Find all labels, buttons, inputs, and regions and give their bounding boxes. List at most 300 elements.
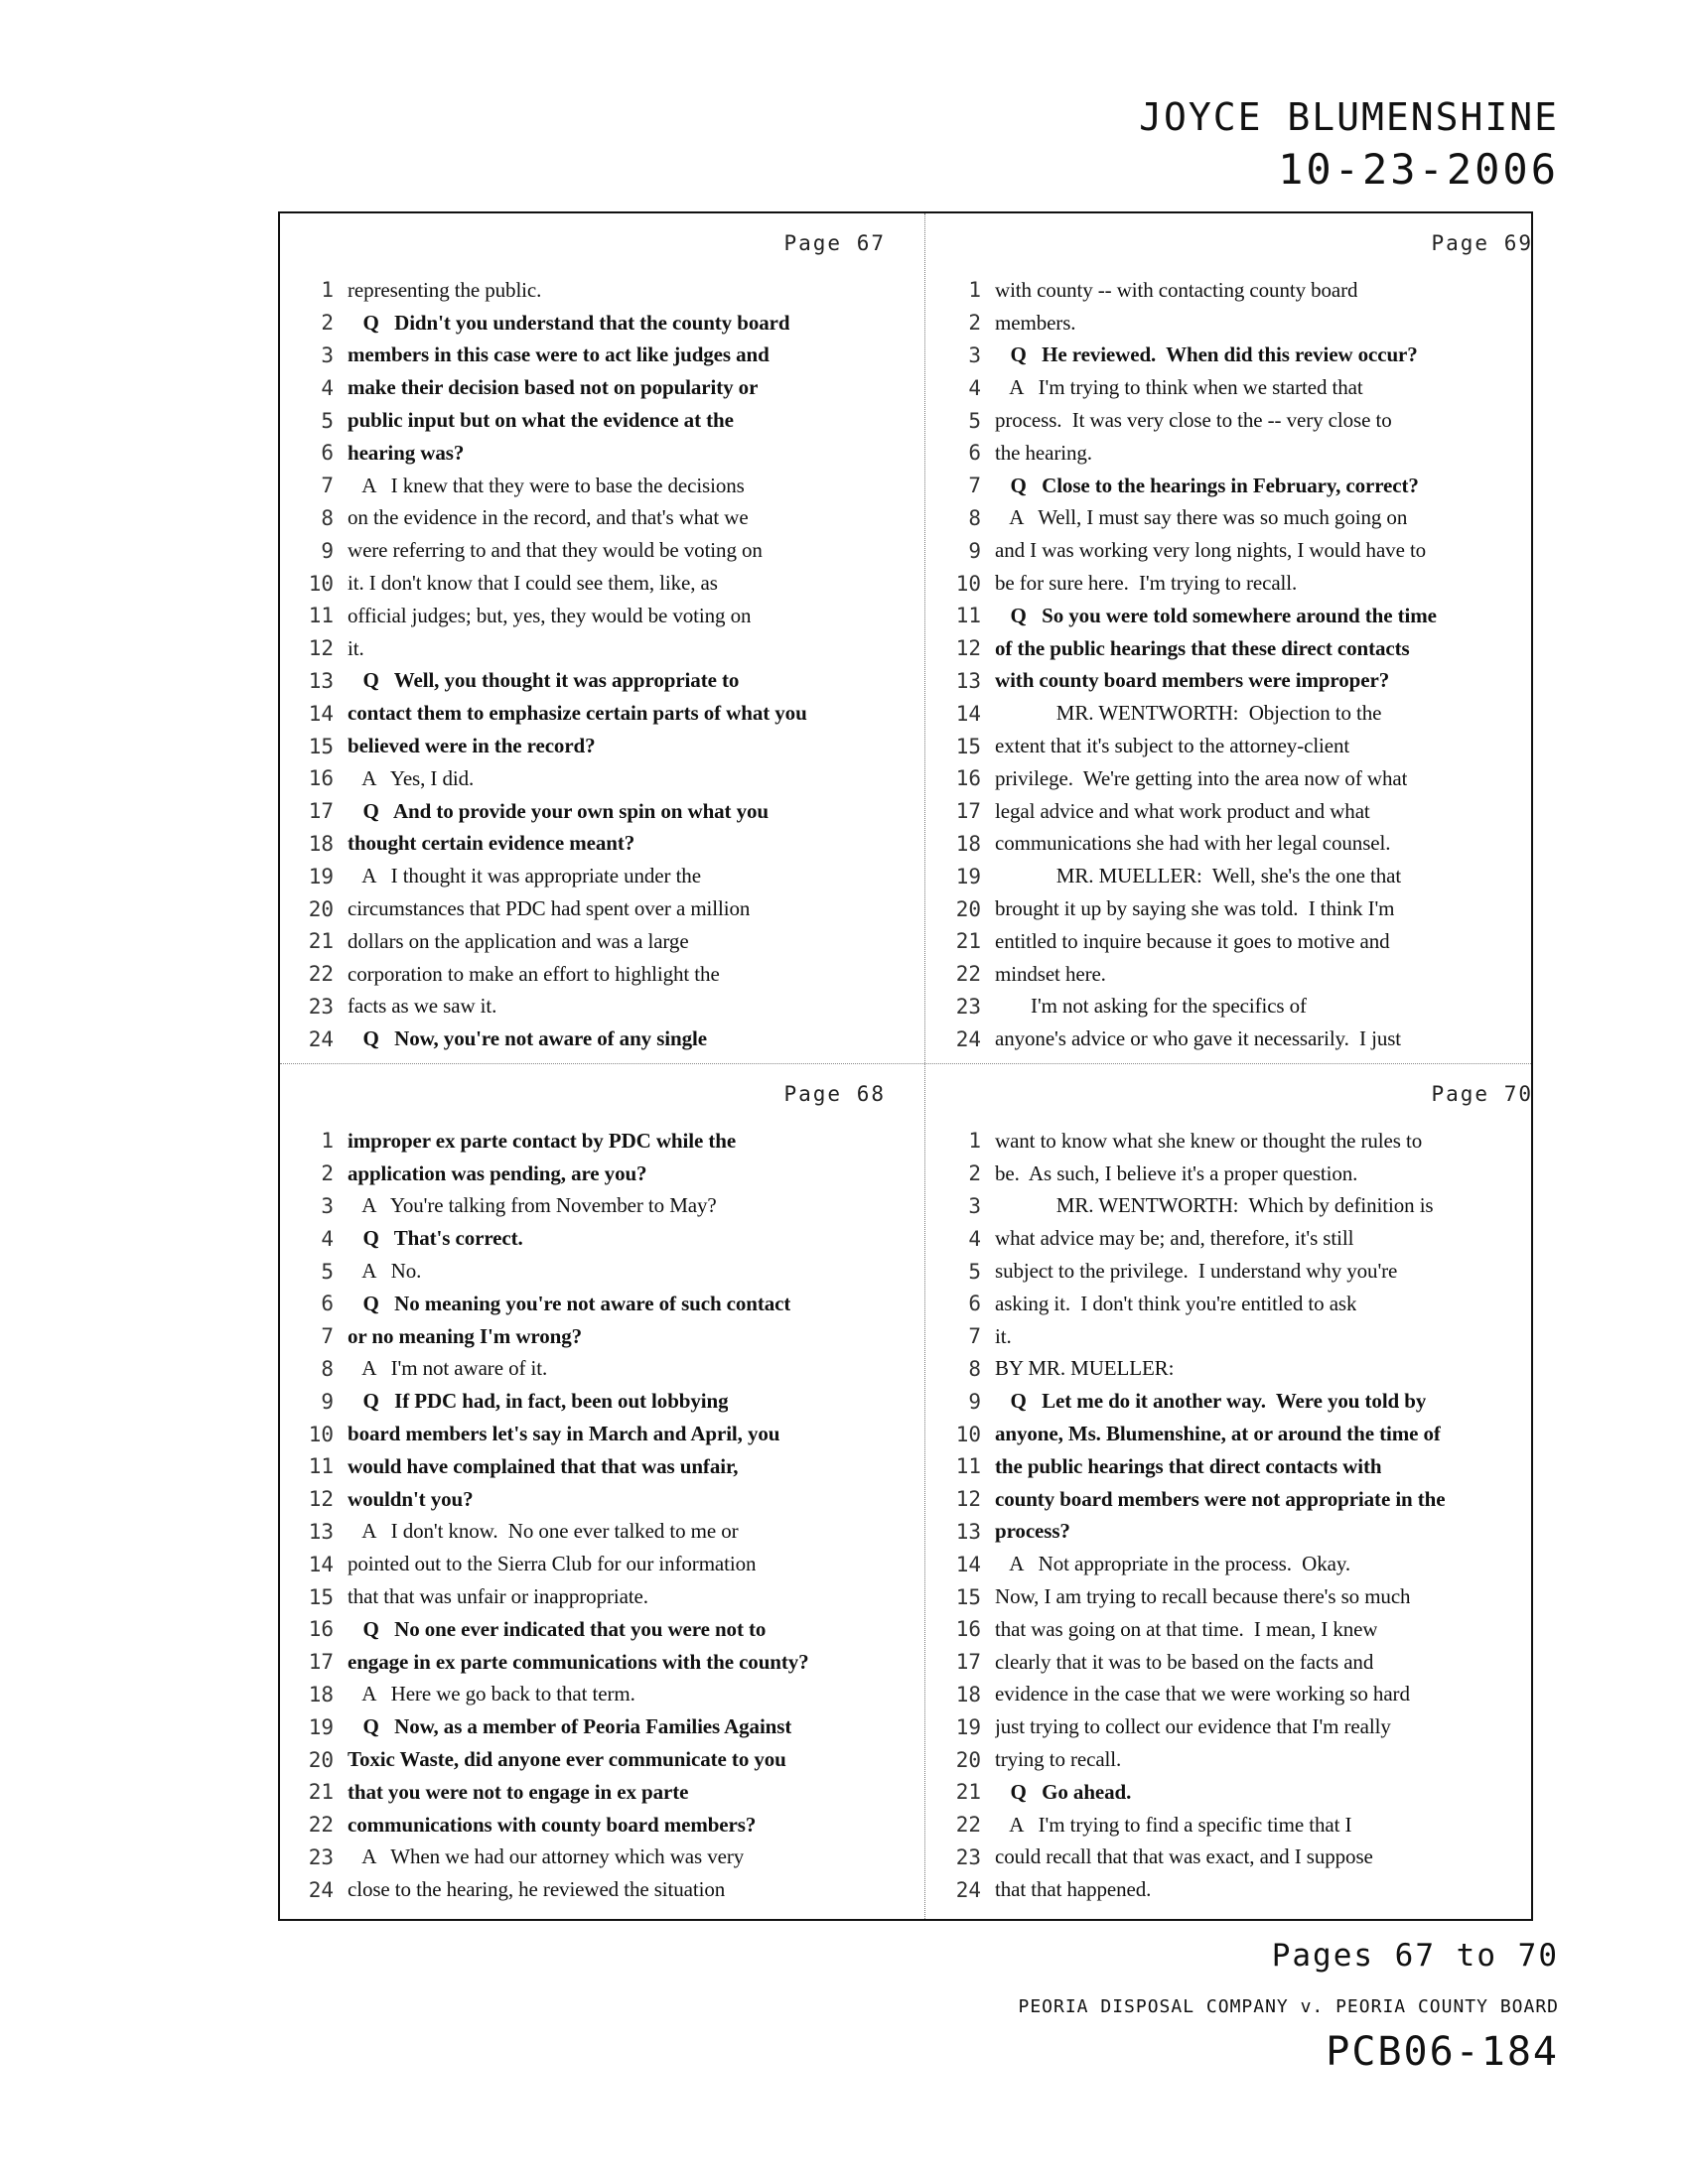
line-number: 11 — [308, 1454, 334, 1479]
transcript-line — [288, 1222, 904, 1255]
line-text: brought it up by saying she was told. I think I'm — [995, 896, 1395, 921]
transcript-line — [288, 1613, 904, 1646]
line-number: 24 — [308, 1877, 334, 1902]
line-number: 19 — [955, 864, 981, 888]
case-number: PCB06-184 — [1326, 2029, 1559, 2075]
line-number: 15 — [955, 1584, 981, 1609]
transcript-line — [935, 1613, 1551, 1646]
line-number: 20 — [955, 896, 981, 921]
transcript-line — [288, 534, 904, 567]
line-number: 4 — [968, 375, 981, 400]
transcript-line — [288, 1646, 904, 1679]
line-text: board members let's say in March and April, you — [348, 1422, 780, 1446]
transcript-line — [935, 1158, 1551, 1190]
line-text: dollars on the application and was a large — [348, 928, 689, 953]
line-text: the hearing. — [995, 440, 1092, 465]
line-text: A I thought it was appropriate under the — [348, 864, 701, 888]
line-text: that you were not to engage in ex parte — [348, 1779, 689, 1804]
line-number: 11 — [955, 1454, 981, 1479]
transcript-line — [288, 1353, 904, 1386]
line-text: A I'm trying to find a specific time that I — [995, 1812, 1352, 1837]
line-text: be for sure here. I'm trying to recall. — [995, 571, 1298, 596]
line-number: 5 — [321, 408, 334, 433]
transcript-line — [288, 1710, 904, 1743]
page-number-label: Page 68 — [783, 1082, 886, 1106]
transcript-line — [288, 437, 904, 470]
line-number: 3 — [968, 342, 981, 367]
line-text: believed were in the record? — [348, 734, 596, 758]
transcript-line — [935, 567, 1551, 600]
line-number: 7 — [321, 1324, 334, 1349]
transcript-line — [935, 1548, 1551, 1580]
transcript-line — [288, 958, 904, 991]
page-number-label: Page 70 — [1431, 1082, 1533, 1106]
line-number: 19 — [955, 1714, 981, 1739]
line-text: the public hearings that direct contacts with — [995, 1453, 1382, 1478]
transcript-line — [935, 1190, 1551, 1223]
line-text: it. I don't know that I could see them, like, as — [348, 571, 718, 596]
line-number: 12 — [308, 636, 334, 661]
line-number: 22 — [955, 962, 981, 987]
line-number: 11 — [308, 604, 334, 628]
line-text: BY MR. MUELLER: — [995, 1356, 1175, 1381]
transcript-line — [935, 371, 1551, 404]
line-text: public input but on what the evidence at the — [348, 408, 734, 433]
line-number: 18 — [955, 831, 981, 856]
transcript-line — [935, 1873, 1551, 1906]
transcript-line — [935, 1418, 1551, 1450]
line-text: subject to the privilege. I understand why you're — [995, 1259, 1398, 1284]
line-text: process. It was very close to the -- very close to — [995, 408, 1392, 433]
line-number: 5 — [968, 408, 981, 433]
line-number: 23 — [955, 1844, 981, 1869]
transcript-line — [935, 1222, 1551, 1255]
line-number: 16 — [955, 1617, 981, 1642]
line-number: 24 — [955, 1877, 981, 1902]
line-text: circumstances that PDC had spent over a million — [348, 896, 751, 921]
line-number: 2 — [968, 311, 981, 336]
transcript-line — [288, 371, 904, 404]
line-text: Q He reviewed. When did this review occur? — [995, 342, 1418, 367]
transcript-line — [288, 1548, 904, 1580]
transcript-line — [288, 1580, 904, 1613]
line-text: make their decision based not on popularity or — [348, 375, 759, 400]
line-number: 24 — [308, 1026, 334, 1051]
line-text: it. — [348, 635, 364, 660]
line-number: 13 — [955, 1519, 981, 1544]
line-text: that was going on at that time. I mean, I knew — [995, 1616, 1378, 1641]
transcript-line — [935, 1023, 1551, 1055]
line-number: 19 — [308, 1714, 334, 1739]
line-text: Q And to provide your own spin on what you — [348, 798, 769, 823]
line-text: A I'm trying to think when we started that — [995, 375, 1363, 400]
line-text: it. — [995, 1323, 1012, 1348]
line-number: 23 — [955, 994, 981, 1019]
line-text: corporation to make an effort to highlight the — [348, 961, 720, 986]
line-number: 13 — [308, 668, 334, 693]
line-number: 6 — [321, 441, 334, 466]
line-text: Q If PDC had, in fact, been out lobbying — [348, 1389, 729, 1414]
transcript-lines — [935, 1125, 1551, 1906]
line-number: 22 — [308, 1813, 334, 1838]
line-text: representing the public. — [348, 277, 542, 302]
line-number: 9 — [321, 1389, 334, 1414]
transcript-line — [288, 925, 904, 958]
transcript-line — [288, 892, 904, 925]
line-number: 4 — [321, 375, 334, 400]
line-text: could recall that that was exact, and I suppose — [995, 1844, 1373, 1869]
line-text: contact them to emphasize certain parts of what you — [348, 701, 807, 726]
line-text: Q That's correct. — [348, 1226, 523, 1251]
transcript-line — [935, 1450, 1551, 1483]
line-number: 4 — [321, 1226, 334, 1251]
line-number: 16 — [955, 766, 981, 791]
line-text: thought certain evidence meant? — [348, 831, 635, 856]
transcript-line — [935, 1809, 1551, 1842]
line-number: 1 — [321, 278, 334, 303]
line-text: be. As such, I believe it's a proper question. — [995, 1160, 1358, 1185]
line-text: anyone's advice or who gave it necessarily. I just — [995, 1026, 1402, 1051]
line-number: 11 — [955, 604, 981, 628]
line-number: 18 — [955, 1682, 981, 1706]
transcript-line — [935, 697, 1551, 730]
line-number: 20 — [955, 1747, 981, 1772]
line-text: I'm not asking for the specifics of — [995, 994, 1307, 1019]
line-number: 10 — [308, 571, 334, 596]
line-text: with county -- with contacting county board — [995, 277, 1358, 302]
line-text: A I'm not aware of it. — [348, 1356, 548, 1381]
line-number: 13 — [955, 668, 981, 693]
transcript-line — [288, 1418, 904, 1450]
line-number: 2 — [321, 311, 334, 336]
line-number: 8 — [321, 505, 334, 530]
line-text: Q Well, you thought it was appropriate to — [348, 668, 740, 693]
line-number: 14 — [955, 1552, 981, 1576]
line-number: 20 — [308, 1747, 334, 1772]
line-number: 16 — [308, 766, 334, 791]
transcript-line — [288, 274, 904, 307]
line-number: 5 — [968, 1259, 981, 1284]
witness-name: JOYCE BLUMENSHINE — [1139, 95, 1559, 139]
transcript-line — [288, 1125, 904, 1158]
line-number: 7 — [321, 474, 334, 498]
transcript-line — [288, 1809, 904, 1842]
line-text: Q So you were told somewhere around the time — [995, 603, 1437, 627]
line-text: A Yes, I did. — [348, 765, 475, 790]
line-number: 3 — [321, 1193, 334, 1218]
transcript-line — [935, 534, 1551, 567]
transcript-line — [935, 762, 1551, 795]
line-text: hearing was? — [348, 440, 465, 465]
line-text: that that happened. — [995, 1877, 1152, 1902]
transcript-line — [935, 1516, 1551, 1549]
transcript-line — [288, 665, 904, 698]
transcript-line — [935, 632, 1551, 665]
transcript-line — [935, 795, 1551, 828]
line-text: A When we had our attorney which was very — [348, 1844, 745, 1869]
transcript-line — [288, 1873, 904, 1906]
line-number: 3 — [321, 342, 334, 367]
transcript-line — [288, 795, 904, 828]
line-number: 6 — [968, 1292, 981, 1316]
transcript-line — [288, 1255, 904, 1288]
transcript-line — [935, 991, 1551, 1024]
transcript-line — [288, 1320, 904, 1353]
line-number: 15 — [955, 734, 981, 758]
line-number: 8 — [968, 1356, 981, 1381]
transcript-line — [288, 697, 904, 730]
line-number: 21 — [308, 929, 334, 954]
line-text: improper ex parte contact by PDC while the — [348, 1128, 737, 1153]
transcript-line — [288, 632, 904, 665]
transcript-line — [935, 1679, 1551, 1711]
line-text: anyone, Ms. Blumenshine, at or around the time of — [995, 1422, 1441, 1446]
line-number: 7 — [968, 1324, 981, 1349]
transcript-line — [935, 1255, 1551, 1288]
transcript-line — [935, 1646, 1551, 1679]
line-number: 17 — [308, 799, 334, 824]
line-number: 22 — [955, 1813, 981, 1838]
line-number: 24 — [955, 1026, 981, 1051]
transcript-box — [278, 211, 1533, 1921]
line-number: 4 — [968, 1226, 981, 1251]
transcript-line — [288, 307, 904, 340]
line-text: entitled to inquire because it goes to motive and — [995, 928, 1390, 953]
line-number: 18 — [308, 831, 334, 856]
transcript-line — [935, 1320, 1551, 1353]
line-text: A Here we go back to that term. — [348, 1682, 635, 1706]
transcript-line — [288, 860, 904, 892]
line-text: wouldn't you? — [348, 1486, 474, 1511]
transcript-line — [288, 762, 904, 795]
line-text: A Not appropriate in the process. Okay. — [995, 1552, 1351, 1576]
line-text: engage in ex parte communications with the county? — [348, 1649, 809, 1674]
transcript-line — [288, 340, 904, 372]
transcript-line — [288, 1190, 904, 1223]
transcript-line — [935, 860, 1551, 892]
line-text: of the public hearings that these direct contacts — [995, 635, 1410, 660]
transcript-line — [935, 1580, 1551, 1613]
transcript-line — [935, 1710, 1551, 1743]
line-number: 14 — [308, 1552, 334, 1576]
line-number: 8 — [968, 505, 981, 530]
transcript-line — [288, 567, 904, 600]
line-text: process? — [995, 1519, 1070, 1544]
line-text: Now, I am trying to recall because there's so much — [995, 1584, 1411, 1609]
transcript-line — [288, 1483, 904, 1516]
line-text: what advice may be; and, therefore, it's still — [995, 1226, 1354, 1251]
line-text: Q Go ahead. — [995, 1779, 1132, 1804]
line-number: 18 — [308, 1682, 334, 1706]
transcript-line — [288, 1679, 904, 1711]
line-text: A You're talking from November to May? — [348, 1193, 717, 1218]
line-number: 9 — [968, 1389, 981, 1414]
line-text: communications she had with her legal counsel. — [995, 831, 1391, 856]
line-number: 2 — [968, 1161, 981, 1186]
transcript-line — [935, 1385, 1551, 1418]
line-number: 21 — [955, 1780, 981, 1805]
line-text: county board members were not appropriate in the — [995, 1486, 1446, 1511]
transcript-line — [935, 1288, 1551, 1320]
transcript-line — [288, 1023, 904, 1055]
line-number: 3 — [968, 1193, 981, 1218]
line-text: facts as we saw it. — [348, 994, 497, 1019]
line-number: 9 — [321, 538, 334, 563]
transcript-line — [935, 437, 1551, 470]
line-text: MR. MUELLER: Well, she's the one that — [995, 864, 1402, 888]
transcript-line — [288, 1450, 904, 1483]
line-number: 1 — [968, 278, 981, 303]
transcript-line — [935, 1483, 1551, 1516]
transcript-line — [935, 1743, 1551, 1776]
transcript-line — [935, 600, 1551, 632]
line-number: 14 — [955, 701, 981, 726]
line-number: 15 — [308, 734, 334, 758]
transcript-line — [288, 502, 904, 535]
transcript-line — [935, 404, 1551, 437]
line-number: 16 — [308, 1617, 334, 1642]
transcript-line — [935, 828, 1551, 861]
line-text: extent that it's subject to the attorney-client — [995, 734, 1350, 758]
line-text: application was pending, are you? — [348, 1160, 647, 1185]
transcript-line — [935, 502, 1551, 535]
transcript-line — [288, 1842, 904, 1874]
line-number: 23 — [308, 994, 334, 1019]
transcript-line — [935, 340, 1551, 372]
line-number: 17 — [955, 1650, 981, 1675]
transcript-line — [935, 730, 1551, 762]
line-number: 22 — [308, 962, 334, 987]
line-text: A No. — [348, 1259, 422, 1284]
line-number: 10 — [308, 1422, 334, 1446]
line-text: privilege. We're getting into the area now of what — [995, 765, 1408, 790]
line-number: 1 — [968, 1129, 981, 1154]
transcript-page — [935, 1064, 1551, 1914]
transcript-line — [288, 404, 904, 437]
line-number: 6 — [968, 441, 981, 466]
line-text: Q No one ever indicated that you were not to — [348, 1616, 767, 1641]
line-text: pointed out to the Sierra Club for our information — [348, 1552, 757, 1576]
line-number: 19 — [308, 864, 334, 888]
transcript-line — [935, 665, 1551, 698]
transcript-page — [935, 213, 1551, 1063]
line-text: Toxic Waste, did anyone ever communicate to you — [348, 1747, 786, 1772]
line-number: 12 — [308, 1487, 334, 1512]
line-text: MR. WENTWORTH: Which by definition is — [995, 1193, 1434, 1218]
line-text: asking it. I don't think you're entitled to ask — [995, 1291, 1357, 1315]
line-text: evidence in the case that we were working so hard — [995, 1682, 1410, 1706]
line-text: and I was working very long nights, I would have to — [995, 538, 1427, 563]
transcript-line — [288, 1385, 904, 1418]
case-caption: PEORIA DISPOSAL COMPANY v. PEORIA COUNTY BOARD — [1018, 1996, 1559, 2017]
transcript-lines — [288, 274, 904, 1055]
transcript-line — [288, 1743, 904, 1776]
line-number: 17 — [308, 1650, 334, 1675]
transcript-lines — [288, 1125, 904, 1906]
transcript-line — [935, 307, 1551, 340]
transcript-line — [288, 828, 904, 861]
pages-range: Pages 67 to 70 — [1271, 1938, 1559, 1974]
transcript-line — [935, 1353, 1551, 1386]
line-text: trying to recall. — [995, 1747, 1122, 1772]
line-text: on the evidence in the record, and that's what we — [348, 505, 749, 530]
line-text: A I don't know. No one ever talked to me or — [348, 1519, 739, 1544]
transcript-line — [935, 925, 1551, 958]
line-number: 12 — [955, 636, 981, 661]
line-number: 2 — [321, 1161, 334, 1186]
page-number-label: Page 69 — [1431, 231, 1533, 255]
transcript-line — [935, 274, 1551, 307]
line-text: A Well, I must say there was so much going on — [995, 505, 1408, 530]
line-text: communications with county board members? — [348, 1812, 757, 1837]
line-text: A I knew that they were to base the decisions — [348, 473, 745, 497]
line-text: Q Now, as a member of Peoria Families Against — [348, 1714, 792, 1739]
deposition-date: 10-23-2006 — [1278, 145, 1559, 194]
line-number: 14 — [308, 701, 334, 726]
line-text: members. — [995, 310, 1076, 335]
line-number: 1 — [321, 1129, 334, 1154]
line-text: Q No meaning you're not aware of such contact — [348, 1291, 791, 1315]
transcript-line — [935, 470, 1551, 502]
line-number: 6 — [321, 1292, 334, 1316]
line-text: were referring to and that they would be voting on — [348, 538, 763, 563]
line-number: 8 — [321, 1356, 334, 1381]
line-text: legal advice and what work product and what — [995, 798, 1370, 823]
line-text: Q Let me do it another way. Were you told by — [995, 1389, 1427, 1414]
line-number: 13 — [308, 1519, 334, 1544]
line-text: MR. WENTWORTH: Objection to the — [995, 701, 1382, 726]
line-text: just trying to collect our evidence that I'm really — [995, 1714, 1391, 1739]
line-number: 5 — [321, 1259, 334, 1284]
line-number: 21 — [308, 1780, 334, 1805]
transcript-line — [288, 470, 904, 502]
line-number: 12 — [955, 1487, 981, 1512]
line-text: clearly that it was to be based on the facts and — [995, 1649, 1374, 1674]
line-number: 17 — [955, 799, 981, 824]
line-text: Q Didn't you understand that the county board — [348, 310, 790, 335]
line-number: 9 — [968, 538, 981, 563]
line-text: would have complained that that was unfair, — [348, 1453, 739, 1478]
transcript-line — [288, 991, 904, 1024]
line-number: 20 — [308, 896, 334, 921]
line-text: official judges; but, yes, they would be voting on — [348, 603, 752, 627]
page-number-label: Page 67 — [783, 231, 886, 255]
line-text: close to the hearing, he reviewed the situation — [348, 1877, 726, 1902]
transcript-line — [288, 730, 904, 762]
transcript-page — [288, 1064, 904, 1914]
line-text: that that was unfair or inappropriate. — [348, 1584, 648, 1609]
line-number: 10 — [955, 1422, 981, 1446]
line-number: 21 — [955, 929, 981, 954]
transcript-line — [288, 1776, 904, 1809]
transcript-line — [935, 958, 1551, 991]
transcript-line — [288, 1516, 904, 1549]
line-text: members in this case were to act like judges and — [348, 342, 770, 367]
transcript-line — [935, 1776, 1551, 1809]
transcript-page — [288, 213, 904, 1063]
line-number: 23 — [308, 1844, 334, 1869]
transcript-line — [935, 892, 1551, 925]
line-text: Q Close to the hearings in February, correct? — [995, 473, 1419, 497]
line-text: want to know what she knew or thought the rules to — [995, 1128, 1423, 1153]
transcript-lines — [935, 274, 1551, 1055]
line-number: 15 — [308, 1584, 334, 1609]
line-text: mindset here. — [995, 961, 1106, 986]
transcript-line — [288, 1288, 904, 1320]
line-number: 7 — [968, 474, 981, 498]
transcript-line — [935, 1125, 1551, 1158]
transcript-line — [935, 1842, 1551, 1874]
